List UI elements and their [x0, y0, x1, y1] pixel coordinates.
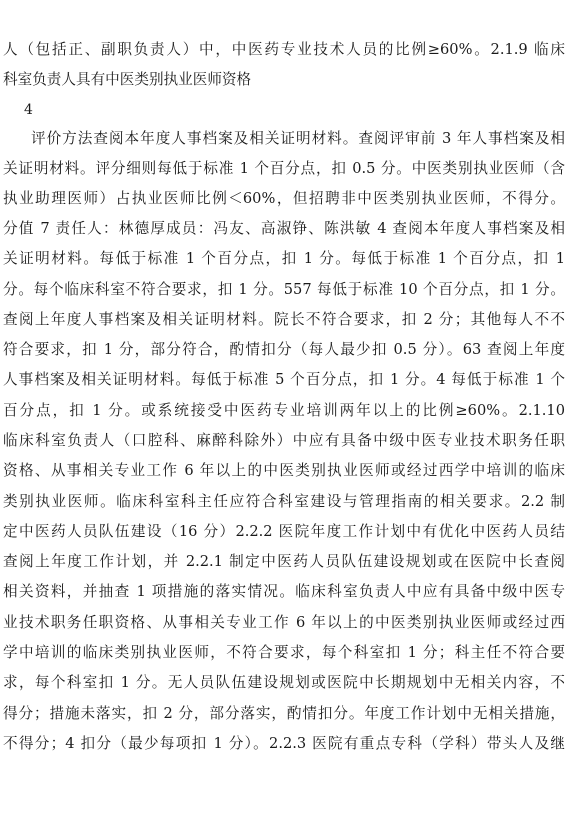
- text-line-5: 执业助理医师）占执业医师比例＜60%，但招聘非中医类别执业医师，不得分。: [3, 190, 565, 207]
- text-line-7: 关证明材料。每低于标准 1 个百分点，扣 1 分。每低于标准 1 个百分点，扣 1: [3, 250, 565, 267]
- text-line-11: 人事档案及相关证明材料。每低于标准 5 个百分点，扣 1 分。4 每低于标准 1 个: [3, 371, 565, 388]
- text-line-13: 临床科室负责人（口腔科、麻醉科除外）中应有具备中级中医专业技术职务任职: [3, 432, 565, 449]
- text-line-2: 科室负责人具有中医类别执业医师资格: [3, 71, 252, 88]
- text-line-9: 查阅上年度人事档案及相关证明材料。院长不符合要求，扣 2 分；其他每人不不: [3, 311, 565, 328]
- text-line-18: 相关资料，并抽查 1 项措施的落实情况。临床科室负责人中应有具备中级中医专: [3, 583, 565, 600]
- text-line-6: 分值 7 责任人：林德厚成员：冯友、高淑铮、陈洪敏 4 查阅本年度人事档案及相: [3, 220, 565, 237]
- text-line-20: 学中培训的临床类别执业医师，不符合要求，每个科室扣 1 分；科主任不符合要: [3, 644, 565, 661]
- text-line-14: 资格、从事相关专业工作 6 年以上的中医类别执业医师或经过西学中培训的临床: [3, 462, 565, 479]
- text-line-21: 求，每个科室扣 1 分。无人员队伍建设规划或医院中长期规划中无相关内容，不: [3, 674, 565, 691]
- text-line-4: 关证明材料。评分细则每低于标准 1 个百分点，扣 0.5 分。中医类别执业医师（含: [3, 160, 565, 177]
- page-number: 4: [24, 102, 33, 118]
- text-line-16: 定中医药人员队伍建设（16 分）2.2.2 医院年度工作计划中有优化中医药人员结: [3, 523, 565, 540]
- text-line-12: 百分点，扣 1 分。或系统接受中医药专业培训两年以上的比例≥60%。2.1.10: [3, 402, 565, 419]
- text-line-1: 人（包括正、副职负责人）中，中医药专业技术人员的比例≥60%。2.1.9 临床: [3, 41, 565, 58]
- text-line-15: 类别执业医师。临床科室科主任应符合科室建设与管理指南的相关要求。2.2 制: [3, 493, 565, 510]
- text-line-10: 符合要求，扣 1 分，部分符合，酌情扣分（每人最少扣 0.5 分）。63 查阅上年度: [3, 341, 565, 358]
- text-line-19: 业技术职务任职资格、从事相关专业工作 6 年以上的中医类别执业医师或经过西: [3, 614, 565, 631]
- text-line-23: 不得分；4 扣分（最少每项扣 1 分）。2.2.3 医院有重点专科（学科）带头人及继: [3, 735, 565, 752]
- text-line-8: 分。每个临床科室不符合要求，扣 1 分。557 每低于标准 10 个百分点，扣 1 分。: [3, 281, 565, 298]
- text-line-3: 评价方法查阅本年度人事档案及相关证明材料。查阅评审前 3 年人事档案及相: [31, 130, 565, 147]
- text-line-17: 查阅上年度工作计划，并 2.2.1 制定中医药人员队伍建设规划或在医院中长查阅: [3, 553, 565, 570]
- text-line-22: 得分；措施未落实，扣 2 分，部分落实，酌情扣分。年度工作计划中无相关措施，: [3, 705, 565, 722]
